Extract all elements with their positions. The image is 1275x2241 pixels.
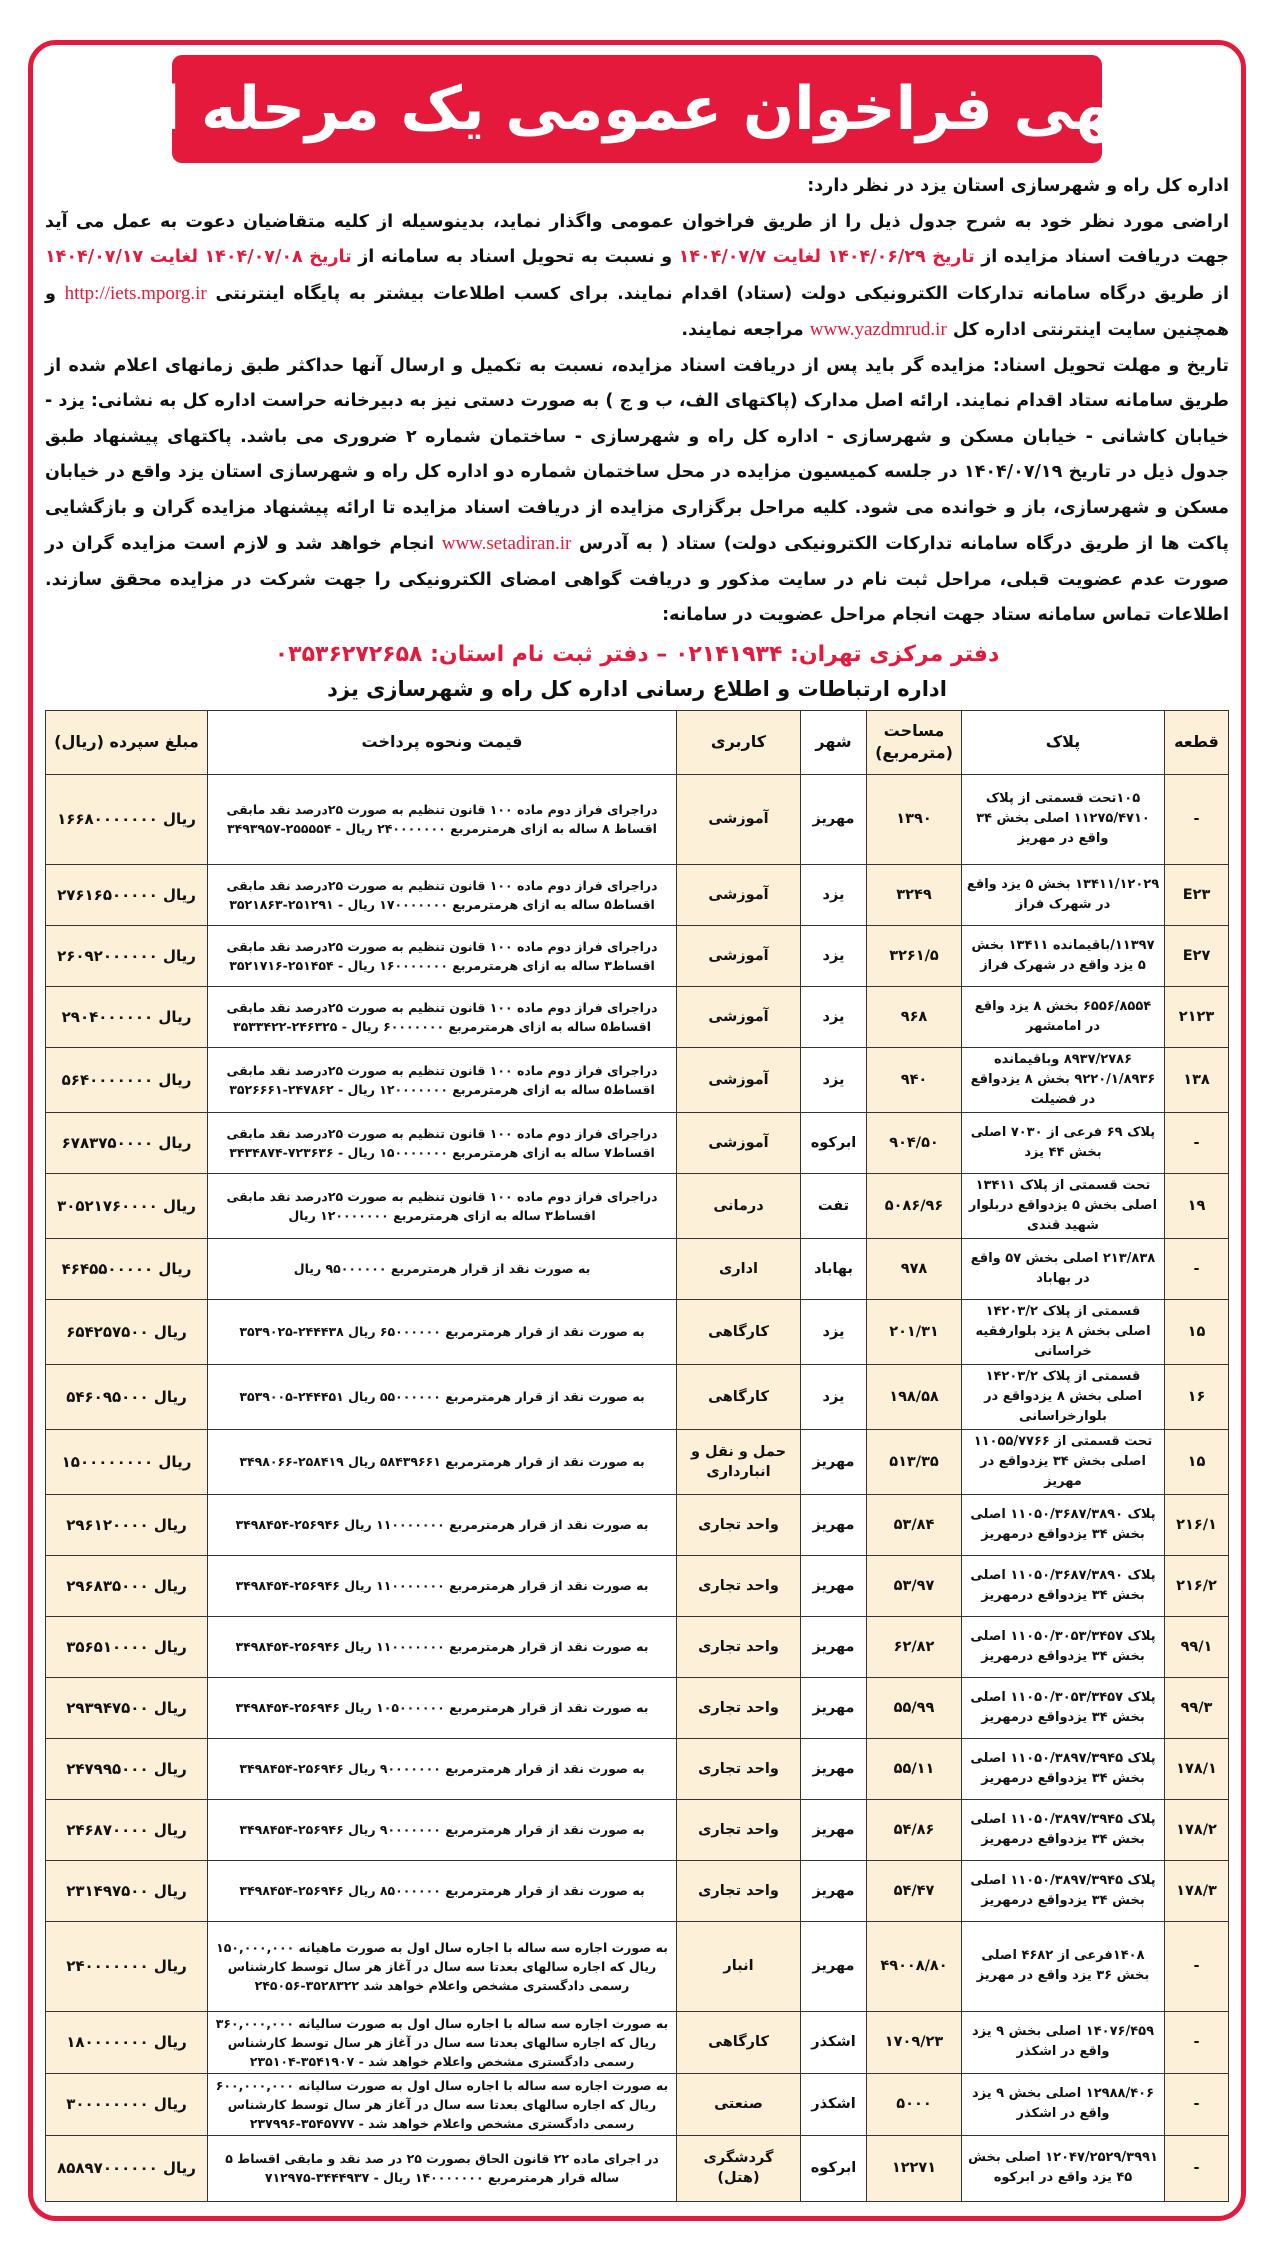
cell-plak: ۱۰۵تحت قسمتی از پلاک ۱۱۲۷۵/۴۷۱۰ اصلی بخش ۳۴ واقع در مهریز	[962, 774, 1165, 864]
document-receipt-dates: تاریخ ۱۴۰۴/۰۶/۲۹ لغایت ۱۴۰۴/۰۷/۷	[678, 247, 975, 267]
cell-amount: ۲۶۰۹۲۰۰۰۰۰۰ ریال	[46, 925, 208, 986]
cell-usage: واحد تجاری	[677, 1799, 801, 1860]
cell-plak: پلاک ۱۱۰۵۰/۳۶۸۷/۳۸۹۰ اصلی بخش ۳۴ یزدواقع درمهریز	[962, 1494, 1165, 1555]
cell-lot: -	[1165, 2011, 1229, 2073]
cell-usage: کارگاهی	[677, 1299, 801, 1364]
announcement-text	[45, 169, 1229, 634]
cell-plak: ۲۱۳/۸۳۸ اصلی بخش ۵۷ واقع در بهاباد	[962, 1238, 1165, 1299]
cell-usage: حمل و نقل و انبارداری	[677, 1429, 801, 1494]
cell-area: ۱۳۹۰	[867, 774, 962, 864]
cell-city: مهریز	[801, 1555, 867, 1616]
table-header-row	[46, 710, 1229, 774]
table-row	[46, 1429, 1229, 1494]
cell-price: به صورت نقد از قرار هرمترمربع ۱۰۵۰۰۰۰۰۰ ریال ۲۵۶۹۴۶-۳۴۹۸۴۵۴	[208, 1677, 677, 1738]
cell-area: ۳۲۴۹	[867, 864, 962, 925]
cell-city: بهاباد	[801, 1238, 867, 1299]
table-row	[46, 774, 1229, 864]
cell-area: ۵۵/۹۹	[867, 1677, 962, 1738]
cell-plak: تحت قسمتی از ۱۱۰۵۵/۷۷۶۶ اصلی بخش ۳۴ یزدواقع در مهریز	[962, 1429, 1165, 1494]
cell-price: دراجرای فراز دوم ماده ۱۰۰ قانون تنظیم به صورت ۲۵درصد نقد مابقی اقساط۳ ساله به ازای هرمترمربع ۱۲۰۰۰۰۰۰۰ ریال	[208, 1173, 677, 1238]
cell-lot: ۱۵	[1165, 1299, 1229, 1364]
cell-price: دراجرای فراز دوم ماده ۱۰۰ قانون تنظیم به صورت ۲۵درصد نقد مابقی اقساط۵ ساله به ازای هرمترمربع ۱۲۰۰۰۰۰۰۰ ریال - ۲۴۷۸۶۲-۳۵۲۶۶۶۱	[208, 1047, 677, 1112]
cell-amount: ۲۹۶۸۳۵۰۰۰ ریال	[46, 1555, 208, 1616]
text: تاریخ و مهلت تحویل اسناد: مزایده گر باید پس از دریافت اسناد مزایده، نسبت به تکمیل و ارسال آنها حداکثر طبق زمانهای اعلام شده از طریق سامانه ستاد اقدام نمایند. ارائه اصل مدارک (پاکتهای الف، ب و ج ) به صورت دستی نیز به دبیرخانه حراست اداره کل به نشانی: یزد - خیابان کاشانی - خیابان مسکن و شهرسازی - اداره کل راه و شهرسازی - ساختمان شماره ۲ ضروری می باشد. پاکتهای پیشنهاد طبق جدول ذیل در تاریخ ۱۴۰۴/۰۷/۱۹ در جلسه کمیسیون مزایده در محل ساختمان شماره دو اداره کل راه و شهرسازی استان یزد واقع در خیابان مسکن و شهرسازی، باز و خوانده می شود. کلیه مراحل برگزاری مزایده از دریافت اسناد مزایده تا ارائه پیشنهاد مزایده گران و بازگشایی پاکت ها از طریق درگاه سامانه تدارکات الکترونیکی دولت) ستاد ( به آدرس	[45, 355, 1230, 554]
intro-lead: اداره کل راه و شهرسازی استان یزد در نظر دارد:	[807, 176, 1229, 196]
cell-lot: E۲۷	[1165, 925, 1229, 986]
cell-area: ۱۲۲۷۱	[867, 2135, 962, 2201]
cell-usage: انبار	[677, 1921, 801, 2011]
cell-price: دراجرای فراز دوم ماده ۱۰۰ قانون تنظیم به صورت ۲۵درصد نقد مابقی اقساط۵ ساله به ازای هرمترمربع ۱۷۰۰۰۰۰۰۰ ریال - ۲۵۱۲۹۱-۳۵۲۱۸۶۳	[208, 864, 677, 925]
cell-lot: ۲۱۲۳	[1165, 986, 1229, 1047]
cell-amount: ۴۶۴۵۵۰۰۰۰۰ ریال	[46, 1238, 208, 1299]
cell-usage: کارگاهی	[677, 2011, 801, 2073]
cell-amount: ۱۸۰۰۰۰۰۰۰ ریال	[46, 2011, 208, 2073]
text: مراجعه نمایند.	[681, 320, 810, 340]
setadiran-link[interactable]: www.setadiran.ir	[441, 533, 572, 554]
cell-amount: ۲۹۰۴۰۰۰۰۰۰ ریال	[46, 986, 208, 1047]
header-usage: کاربری	[677, 710, 801, 774]
cell-usage: صنعتی	[677, 2073, 801, 2135]
intro-paragraph-2	[45, 349, 1229, 634]
cell-amount: ۲۴۰۰۰۰۰۰۰ ریال	[46, 1921, 208, 2011]
cell-city: مهریز	[801, 1429, 867, 1494]
cell-usage: آموزشی	[677, 986, 801, 1047]
cell-amount: ۲۳۱۴۹۷۵۰۰ ریال	[46, 1860, 208, 1921]
cell-price: به صورت نقد از قرار هرمترمربع ۱۱۰۰۰۰۰۰۰ ریال ۲۵۶۹۴۶-۳۴۹۸۴۵۴	[208, 1494, 677, 1555]
issuer-subtitle: اداره ارتباطات و اطلاع رسانی اداره کل راه و شهرسازی یزد	[327, 676, 947, 701]
table-row	[46, 925, 1229, 986]
cell-area: ۵۳/۸۴	[867, 1494, 962, 1555]
cell-area: ۲۰۱/۳۱	[867, 1299, 962, 1364]
cell-plak: تحت قسمتی از پلاک ۱۳۴۱۱ اصلی بخش ۵ یزدواقع دربلوار شهید قندی	[962, 1173, 1165, 1238]
text: اراضی مورد نظر خود به شرح جدول ذیل را از طریق فراخوان عمومی واگذار نماید، بدینوسیله از کلیه متقاضیان دعوت به عمل می آید جهت دریافت اسناد مزایده از	[45, 211, 1230, 267]
text: و نسبت به تحویل اسناد به سامانه از	[351, 247, 679, 267]
table-row	[46, 1047, 1229, 1112]
cell-area: ۱۷۰۹/۲۳	[867, 2011, 962, 2073]
cell-lot: ۹۹/۱	[1165, 1616, 1229, 1677]
cell-price: به صورت اجاره سه ساله با اجاره سال اول به صورت ماهیانه ۱۵۰,۰۰۰,۰۰۰ ریال که اجاره سالهای بعدتا سه سال در آغاز هر سال توسط کارشناس رسمی دادگستری مشخص واعلام خواهد شد ۳۵۲۸۳۲۲-۲۴۵۰۵۶	[208, 1921, 677, 2011]
cell-amount: ۵۶۴۰۰۰۰۰۰۰ ریال	[46, 1047, 208, 1112]
header-amount: مبلغ سپرده (ریال)	[46, 710, 208, 774]
cell-plak: قسمتی از پلاک ۱۴۲۰۳/۲ اصلی بخش ۸ یزد بلوارفقیه خراسانی	[962, 1299, 1165, 1364]
cell-usage: واحد تجاری	[677, 1738, 801, 1799]
table-body	[46, 774, 1229, 2201]
table-row	[46, 1299, 1229, 1364]
contact-phones: دفتر مرکزی تهران: ۰۲۱۴۱۹۳۴ – دفتر ثبت نام استان: ۰۳۵۳۶۲۷۲۶۵۸	[274, 641, 1000, 667]
cell-area: ۵۳/۹۷	[867, 1555, 962, 1616]
header-lot: قطعه	[1165, 710, 1229, 774]
cell-plak: ۱۲۰۴۷/۲۵۲۹/۳۹۹۱ اصلی بخش ۴۵ یزد واقع در ابرکوه	[962, 2135, 1165, 2201]
cell-lot: -	[1165, 1112, 1229, 1173]
cell-usage: اداری	[677, 1238, 801, 1299]
cell-plak: پلاک ۱۱۰۵۰/۳۸۹۷/۳۹۴۵ اصلی بخش ۳۴ یزدواقع درمهریز	[962, 1738, 1165, 1799]
cell-area: ۹۰۴/۵۰	[867, 1112, 962, 1173]
cell-city: ابرکوه	[801, 1112, 867, 1173]
cell-price: به صورت اجاره سه ساله با اجاره سال اول به صورت سالیانه ۳۶۰,۰۰۰,۰۰۰ ریال که اجاره سالهای بعدتا سه سال در آغاز هر سال توسط کارشناس رسمی دادگستری مشخص واعلام خواهد شد - ۳۵۴۱۹۰۷-۲۳۵۱۰۴	[208, 2011, 677, 2073]
table-row	[46, 1921, 1229, 2011]
cell-amount: ۳۵۶۵۱۰۰۰۰ ریال	[46, 1616, 208, 1677]
cell-city: مهریز	[801, 774, 867, 864]
text: و همچنین سایت اینترنتی اداره کل	[45, 283, 1229, 340]
cell-usage: کارگاهی	[677, 1364, 801, 1429]
cell-lot: -	[1165, 774, 1229, 864]
cell-usage: آموزشی	[677, 925, 801, 986]
cell-amount: ۳۰۰۰۰۰۰۰۰ ریال	[46, 2073, 208, 2135]
cell-city: مهریز	[801, 1921, 867, 2011]
header-price: قیمت ونحوه پرداخت	[208, 710, 677, 774]
cell-lot: ۱۶	[1165, 1364, 1229, 1429]
cell-price: به صورت نقد از قرار هرمترمربع ۸۵۰۰۰۰۰۰ ریال ۲۵۶۹۴۶-۳۴۹۸۴۵۴	[208, 1860, 677, 1921]
cell-city: اشکذر	[801, 2011, 867, 2073]
cell-price: در اجرای ماده ۲۲ قانون الحاق بصورت ۲۵ در صد نقد و مابقی اقساط ۵ ساله قرار هرمترمربع ۱۴۰۰۰۰۰۰۰ ریال - ۳۴۴۴۹۳۷-۷۱۲۹۷۵	[208, 2135, 677, 2201]
cell-city: مهریز	[801, 1860, 867, 1921]
ad-frame	[28, 40, 1246, 2221]
text: از طریق درگاه سامانه تدارکات الکترونیکی دولت (ستاد) اقدام نمایند. برای کسب اطلاعات بیشتر به پایگاه اینترنتی	[206, 283, 1229, 304]
cell-usage: آموزشی	[677, 1047, 801, 1112]
cell-usage: واحد تجاری	[677, 1616, 801, 1677]
cell-amount: ۲۴۶۸۷۰۰۰۰ ریال	[46, 1799, 208, 1860]
table-row	[46, 1494, 1229, 1555]
cell-amount: ۲۹۶۱۲۰۰۰۰ ریال	[46, 1494, 208, 1555]
cell-plak: پلاک ۱۱۰۵۰/۳۰۵۳/۳۴۵۷ اصلی بخش ۳۴ یزدواقع درمهریز	[962, 1616, 1165, 1677]
cell-amount: ۱۵۰۰۰۰۰۰۰۰ ریال	[46, 1429, 208, 1494]
cell-city: یزد	[801, 1047, 867, 1112]
cell-amount: ۲۹۳۹۴۷۵۰۰ ریال	[46, 1677, 208, 1738]
cell-city: یزد	[801, 1364, 867, 1429]
cell-area: ۵۴/۸۶	[867, 1799, 962, 1860]
cell-city: مهریز	[801, 1677, 867, 1738]
cell-city: یزد	[801, 986, 867, 1047]
cell-plak: پلاک ۱۱۰۵۰/۳۸۹۷/۳۹۴۵ اصلی بخش ۳۴ یزدواقع درمهریز	[962, 1860, 1165, 1921]
cell-area: ۱۹۸/۵۸	[867, 1364, 962, 1429]
cell-price: به صورت نقد از قرار هرمترمربع ۹۵۰۰۰۰۰۰ ریال	[208, 1238, 677, 1299]
cell-area: ۵۰۸۶/۹۶	[867, 1173, 962, 1238]
cell-city: اشکذر	[801, 2073, 867, 2135]
cell-area: ۵۰۰۰	[867, 2073, 962, 2135]
cell-city: مهریز	[801, 1799, 867, 1860]
table-row	[46, 1616, 1229, 1677]
header-area: مساحت (مترمربع)	[867, 710, 962, 774]
text: انجام خواهد شد و لازم است مزایده گران در صورت عدم عضویت قبلی، مراحل ثبت نام در سایت مذکور و دریافت گواهی امضای الکترونیکی را جهت شرکت در مزایده محقق سازند. اطلاعات تماس سامانه ستاد جهت انجام مراحل عضویت در سامانه:	[45, 534, 1229, 625]
cell-area: ۳۲۶۱/۵	[867, 925, 962, 986]
cell-usage: واحد تجاری	[677, 1677, 801, 1738]
cell-amount: ۶۵۴۲۵۷۵۰۰ ریال	[46, 1299, 208, 1364]
cell-usage: واحد تجاری	[677, 1860, 801, 1921]
cell-plak: ۱۴۰۸فرعی از ۴۶۸۲ اصلی بخش ۳۶ یزد واقع در مهریز	[962, 1921, 1165, 2011]
cell-price: به صورت نقد از قرار هرمترمربع ۶۵۰۰۰۰۰۰ ریال ۲۴۴۴۳۸-۳۵۳۹۰۲۵	[208, 1299, 677, 1364]
cell-city: یزد	[801, 864, 867, 925]
table-row	[46, 1238, 1229, 1299]
table-row	[46, 1738, 1229, 1799]
cell-city: مهریز	[801, 1494, 867, 1555]
cell-price: دراجرای فراز دوم ماده ۱۰۰ قانون تنظیم به صورت ۲۵درصد نقد مابقی اقساط ۸ ساله به ازای هرمترمربع ۲۴۰۰۰۰۰۰۰ ریال - ۲۵۵۵۵۴-۳۴۹۳۹۵۷	[208, 774, 677, 864]
cell-usage: گردشگری (هتل)	[677, 2135, 801, 2201]
cell-city: یزد	[801, 1299, 867, 1364]
cell-usage: واحد تجاری	[677, 1555, 801, 1616]
iets-link[interactable]: http://iets.mporg.ir	[64, 282, 207, 304]
cell-plak: ۱۱۳۹۷/باقیمانده ۱۳۴۱۱ بخش ۵ یزد واقع در شهرک فراز	[962, 925, 1165, 986]
cell-plak: پلاک ۱۱۰۵۰/۳۸۹۷/۳۹۴۵ اصلی بخش ۳۴ یزدواقع درمهریز	[962, 1799, 1165, 1860]
document-submission-dates: تاریخ ۱۴۰۴/۰۷/۰۸ لغایت ۱۴۰۴/۰۷/۱۷	[45, 247, 352, 267]
table-row	[46, 1860, 1229, 1921]
cell-city: مهریز	[801, 1616, 867, 1677]
cell-plak: ۱۴۰۷۶/۴۵۹ اصلی بخش ۹ یزد واقع در اشکذر	[962, 2011, 1165, 2073]
yazdmrud-link[interactable]: www.yazdmrud.ir	[809, 319, 947, 340]
cell-plak: ۸۹۳۷/۲۷۸۶ وباقیمانده ۹۲۲۰/۱/۸۹۳۶ بخش ۸ یزدواقع در فضیلت	[962, 1047, 1165, 1112]
cell-usage: آموزشی	[677, 864, 801, 925]
table-row	[46, 2011, 1229, 2073]
cell-amount: ۳۰۵۲۱۷۶۰۰۰۰ ریال	[46, 1173, 208, 1238]
cell-area: ۶۲/۸۲	[867, 1616, 962, 1677]
cell-amount: ۸۵۸۹۷۰۰۰۰۰۰ ریال	[46, 2135, 208, 2201]
cell-lot: ۲۱۶/۲	[1165, 1555, 1229, 1616]
table-row	[46, 1112, 1229, 1173]
cell-plak: پلاک ۶۹ فرعی از ۷۰۳۰ اصلی بخش ۴۴ یزد	[962, 1112, 1165, 1173]
table-row	[46, 1677, 1229, 1738]
cell-amount: ۲۷۶۱۶۵۰۰۰۰۰ ریال	[46, 864, 208, 925]
cell-area: ۹۶۸	[867, 986, 962, 1047]
cell-lot: ۱۷۸/۳	[1165, 1860, 1229, 1921]
cell-lot: -	[1165, 1921, 1229, 2011]
cell-price: به صورت نقد از قرار هرمترمربع ۵۵۰۰۰۰۰۰ ریال ۲۴۴۴۵۱-۳۵۳۹۰۰۵	[208, 1364, 677, 1429]
cell-city: تفت	[801, 1173, 867, 1238]
cell-lot: ۱۷۸/۲	[1165, 1799, 1229, 1860]
table-row	[46, 1364, 1229, 1429]
cell-lot: ۹۹/۳	[1165, 1677, 1229, 1738]
cell-price: به صورت نقد از قرار هرمترمربع ۱۱۰۰۰۰۰۰۰ ریال ۲۵۶۹۴۶-۳۴۹۸۴۵۴	[208, 1616, 677, 1677]
cell-price: به صورت نقد از قرار هرمترمربع ۹۰۰۰۰۰۰۰ ریال ۲۵۶۹۴۶-۳۴۹۸۴۵۴	[208, 1738, 677, 1799]
cell-city: مهریز	[801, 1738, 867, 1799]
cell-usage: درمانی	[677, 1173, 801, 1238]
cell-price: به صورت نقد از قرار هرمترمربع ۱۱۰۰۰۰۰۰۰ ریال ۲۵۶۹۴۶-۳۴۹۸۴۵۴	[208, 1555, 677, 1616]
cell-usage: واحد تجاری	[677, 1494, 801, 1555]
cell-plak: پلاک ۱۱۰۵۰/۳۶۸۷/۳۸۹۰ اصلی بخش ۳۴ یزدواقع درمهریز	[962, 1555, 1165, 1616]
cell-city: یزد	[801, 925, 867, 986]
table-row	[46, 864, 1229, 925]
cell-price: دراجرای فراز دوم ماده ۱۰۰ قانون تنظیم به صورت ۲۵درصد نقد مابقی اقساط۵ ساله به ازای هرمترمربع ۶۰۰۰۰۰۰۰ ریال - ۲۴۶۳۲۵-۳۵۳۳۴۲۲	[208, 986, 677, 1047]
cell-price: به صورت نقد از قرار هرمترمربع ۹۰۰۰۰۰۰۰ ریال ۲۵۶۹۴۶-۳۴۹۸۴۵۴	[208, 1799, 677, 1860]
cell-amount: ۱۶۶۸۰۰۰۰۰۰۰ ریال	[46, 774, 208, 864]
table-row	[46, 1799, 1229, 1860]
table-row	[46, 2135, 1229, 2201]
table-row	[46, 1555, 1229, 1616]
table-row	[46, 2073, 1229, 2135]
cell-city: ابرکوه	[801, 2135, 867, 2201]
cell-lot: ۱۵	[1165, 1429, 1229, 1494]
cell-amount: ۵۴۶۰۹۵۰۰۰ ریال	[46, 1364, 208, 1429]
title-banner	[104, 55, 1170, 163]
cell-area: ۵۱۳/۳۵	[867, 1429, 962, 1494]
cell-lot: ۱۹	[1165, 1173, 1229, 1238]
cell-area: ۵۴/۴۷	[867, 1860, 962, 1921]
table-row	[46, 1173, 1229, 1238]
cell-price: به صورت نقد از قرار هرمترمربع ۵۸۴۳۹۶۶۱ ریال ۲۵۸۴۱۹-۳۴۹۸۰۶۶	[208, 1429, 677, 1494]
cell-plak: ۱۳۴۱۱/۱۲۰۲۹ بخش ۵ یزد واقع در شهرک فراز	[962, 864, 1165, 925]
cell-price: دراجرای فراز دوم ماده ۱۰۰ قانون تنظیم به صورت ۲۵درصد نقد مابقی اقساط۳ ساله به ازای هرمترمربع ۱۶۰۰۰۰۰۰۰ ریال - ۲۵۱۴۵۴-۳۵۲۱۷۱۶	[208, 925, 677, 986]
cell-plak: پلاک ۱۱۰۵۰/۳۰۵۳/۳۴۵۷ اصلی بخش ۳۴ یزدواقع درمهریز	[962, 1677, 1165, 1738]
cell-amount: ۶۷۸۳۷۵۰۰۰۰ ریال	[46, 1112, 208, 1173]
cell-lot: -	[1165, 1238, 1229, 1299]
cell-area: ۹۷۸	[867, 1238, 962, 1299]
header-city: شهر	[801, 710, 867, 774]
cell-lot: ۱۳۸	[1165, 1047, 1229, 1112]
cell-lot: -	[1165, 2073, 1229, 2135]
cell-lot: ۲۱۶/۱	[1165, 1494, 1229, 1555]
cell-area: ۴۹۰۰۸/۸۰	[867, 1921, 962, 2011]
cell-usage: آموزشی	[677, 1112, 801, 1173]
page-title: آگهی فراخوان عمومی یک مرحله ای	[104, 74, 1170, 144]
cell-plak: قسمتی از پلاک ۱۴۲۰۳/۲ اصلی بخش ۸ یزدواقع در بلوارخراسانی	[962, 1364, 1165, 1429]
cell-price: به صورت اجاره سه ساله با اجاره سال اول به صورت سالیانه ۶۰۰,۰۰۰,۰۰۰ ریال که اجاره سالهای بعدتا سه سال در آغاز هر سال توسط کارشناس رسمی دادگستری مشخص واعلام خواهد شد - ۳۵۴۵۷۷۷-۲۳۷۹۹۶	[208, 2073, 677, 2135]
cell-usage: آموزشی	[677, 774, 801, 864]
cell-lot: -	[1165, 2135, 1229, 2201]
cell-area: ۵۵/۱۱	[867, 1738, 962, 1799]
cell-price: دراجرای فراز دوم ماده ۱۰۰ قانون تنظیم به صورت ۲۵درصد نقد مابقی اقساط۷ ساله به ازای هرمترمربع ۱۵۰۰۰۰۰۰۰ ریال - ۷۲۳۶۳۶-۳۴۳۴۸۷۴	[208, 1112, 677, 1173]
cell-amount: ۲۴۷۹۹۵۰۰۰ ریال	[46, 1738, 208, 1799]
cell-area: ۹۴۰	[867, 1047, 962, 1112]
table-row	[46, 986, 1229, 1047]
cell-plak: ۶۵۵۶/۸۵۵۴ بخش ۸ یزد واقع در امامشهر	[962, 986, 1165, 1047]
cell-lot: ۱۷۸/۱	[1165, 1738, 1229, 1799]
cell-plak: ۱۲۹۸۸/۴۰۶ اصلی بخش ۹ یزد واقع در اشکذر	[962, 2073, 1165, 2135]
header-plak: پلاک	[962, 710, 1165, 774]
auction-table	[45, 710, 1229, 2202]
cell-lot: E۲۳	[1165, 864, 1229, 925]
intro-paragraph-1	[45, 205, 1229, 349]
